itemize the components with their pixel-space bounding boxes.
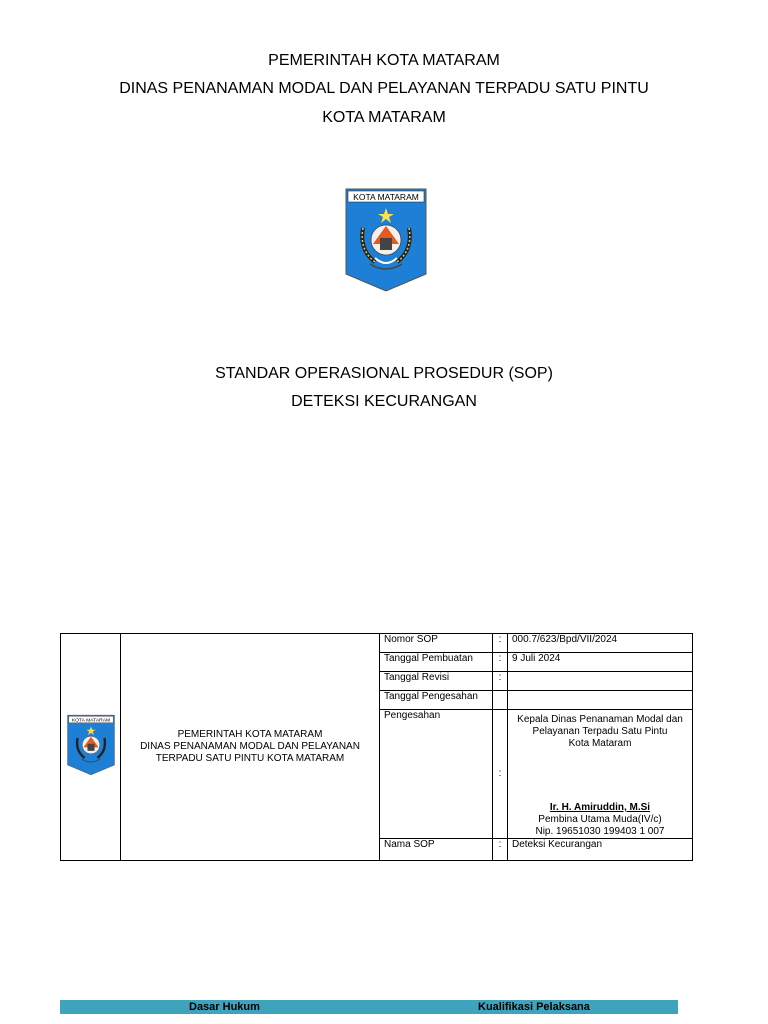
tanggal-pembuatan-value: 9 Juli 2024 <box>508 653 693 672</box>
header-line-2: DINAS PENANAMAN MODAL DAN PELAYANAN TERPADU SATU PINTU <box>119 80 649 97</box>
org-line-1: PEMERINTAH KOTA MATARAM <box>177 729 323 740</box>
colon-empty <box>493 691 508 710</box>
footer-header-bar <box>60 1000 678 1014</box>
org-line-3: TERPADU SATU PINTU KOTA MATARAM <box>155 753 345 764</box>
dasar-hukum-heading: Dasar Hukum <box>189 1001 260 1013</box>
small-emblem-icon <box>67 714 115 776</box>
kota-mataram-emblem <box>345 188 427 292</box>
tanggal-revisi-value <box>508 672 693 691</box>
nomor-sop-label: Nomor SOP <box>380 634 493 653</box>
pengesahan-label: Pengesahan <box>380 710 493 839</box>
emblem-banner-text: KOTA MATARAM <box>353 192 419 202</box>
signer-title-3: Kota Mataram <box>568 738 632 749</box>
small-emblem-banner-text: KOTA MATARAM <box>71 718 110 724</box>
tanggal-pembuatan-label: Tanggal Pembuatan <box>380 653 493 672</box>
kualifikasi-pelaksana-heading: Kualifikasi Pelaksana <box>478 1001 590 1013</box>
sop-title-line-2: DETEKSI KECURANGAN <box>291 393 477 410</box>
tanggal-pengesahan-label: Tanggal Pengesahan <box>380 691 493 710</box>
signer-title-1: Kepala Dinas Penanaman Modal dan <box>517 714 683 725</box>
colon: : <box>493 672 508 691</box>
colon: : <box>493 839 508 861</box>
sop-title-line-1: STANDAR OPERASIONAL PROSEDUR (SOP) <box>215 365 553 382</box>
nomor-sop-value: 000.7/623/Bpd/VII/2024 <box>508 634 693 653</box>
colon: : <box>493 634 508 653</box>
signer-title-2: Pelayanan Terpadu Satu Pintu <box>532 726 668 737</box>
nama-sop-label: Nama SOP <box>380 839 493 861</box>
org-name-cell <box>121 634 380 861</box>
sop-info-table <box>60 633 693 861</box>
org-line-2: DINAS PENANAMAN MODAL DAN PELAYANAN <box>140 741 360 752</box>
colon: : <box>493 653 508 672</box>
header-line-1: PEMERINTAH KOTA MATARAM <box>268 52 500 69</box>
signer-nip: Nip. 19651030 199403 1 007 <box>535 826 665 837</box>
tanggal-pengesahan-value <box>508 691 693 710</box>
nama-sop-value: Deteksi Kecurangan <box>508 839 693 861</box>
table-logo-cell <box>61 634 121 861</box>
pengesahan-signature-block <box>508 710 693 839</box>
signer-rank: Pembina Utama Muda(IV/c) <box>538 814 662 825</box>
tanggal-revisi-label: Tanggal Revisi <box>380 672 493 691</box>
signer-name: Ir. H. Amiruddin, M.Si <box>549 802 651 813</box>
colon: : <box>493 710 508 839</box>
header-line-3: KOTA MATARAM <box>322 109 446 126</box>
